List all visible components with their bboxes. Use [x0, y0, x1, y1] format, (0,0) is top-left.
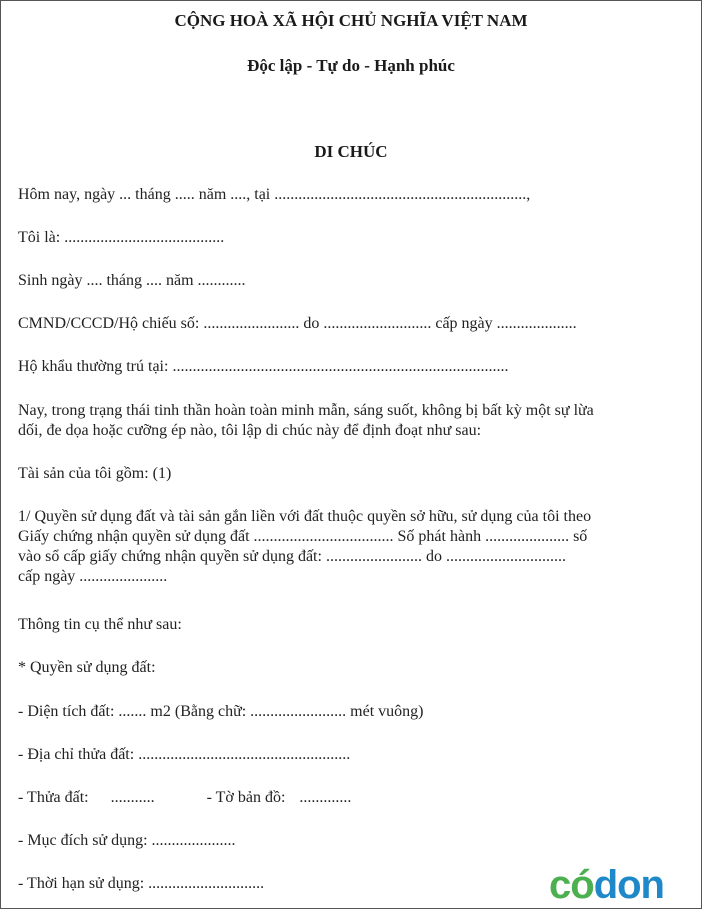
land-line-1: 1/ Quyền sử dụng đất và tài sản gắn liền với đất thuộc quyền sở hữu, sử dụng của tôi theo	[18, 508, 592, 525]
document-title: DI CHÚC	[314, 142, 388, 161]
declaration-line-1: Nay, trong trạng thái tinh thần hoàn toàn minh mẫn, sáng suốt, không bị bất kỳ một sự lừa	[18, 402, 594, 419]
address-line: - Địa chỉ thửa đất: .....................................................	[18, 746, 351, 763]
national-title: CỘNG HOÀ XÃ HỘI CHỦ NGHĨA VIỆT NAM	[174, 11, 528, 30]
declaration-paragraph	[18, 401, 693, 441]
purpose-line: - Mục đích sử dụng: .....................	[18, 832, 236, 849]
parcel-label: - Thửa đất:	[18, 789, 89, 806]
area-line: - Diện tích đất: ....... m2 (Bằng chữ: ........................ mét vuông)	[18, 703, 424, 720]
land-line-3: vào sổ cấp giấy chứng nhận quyền sử dụng đất: ........................ do ..............................	[18, 548, 566, 565]
logo-part-blue: don	[593, 863, 664, 906]
logo-part-green: có	[549, 863, 594, 906]
date-line: Hôm nay, ngày ... tháng ..... năm ...., tại ...............................................................,	[18, 186, 531, 203]
logo-wordmark	[549, 863, 664, 906]
motto: Độc lập - Tự do - Hạnh phúc	[247, 56, 455, 75]
declaration-line-2: dối, đe dọa hoặc cưỡng ép nào, tôi lập di chúc này để định đoạt như sau:	[18, 422, 482, 439]
map-sheet-label: - Tờ bản đồ:	[206, 789, 286, 806]
name-line: Tôi là: ........................................	[18, 229, 225, 246]
residence-line: Hộ khẩu thường trú tại: ....................................................................................	[18, 358, 509, 375]
duration-line: - Thời hạn sử dụng: .............................	[18, 875, 265, 892]
details-heading: Thông tin cụ thể như sau:	[18, 616, 182, 633]
parcel-value: ...........	[110, 789, 155, 806]
codon-logo	[547, 860, 697, 906]
land-line-4: cấp ngày ......................	[18, 568, 168, 585]
parcel-map-line	[18, 788, 694, 808]
id-line: CMND/CCCD/Hộ chiếu số: ........................ do ........................... cấp ngày ....................	[18, 315, 577, 332]
land-paragraph	[18, 507, 693, 587]
land-line-2: Giấy chứng nhận quyền sử dụng đất ................................... Số phát hành ..................... số	[18, 528, 588, 545]
birth-line: Sinh ngày .... tháng .... năm ............	[18, 272, 246, 289]
codon-logo-graphic	[547, 860, 697, 906]
land-rights-heading: * Quyền sử dụng đất:	[18, 659, 156, 676]
map-sheet-value: .............	[299, 789, 352, 806]
assets-heading: Tài sản của tôi gồm: (1)	[18, 465, 172, 482]
